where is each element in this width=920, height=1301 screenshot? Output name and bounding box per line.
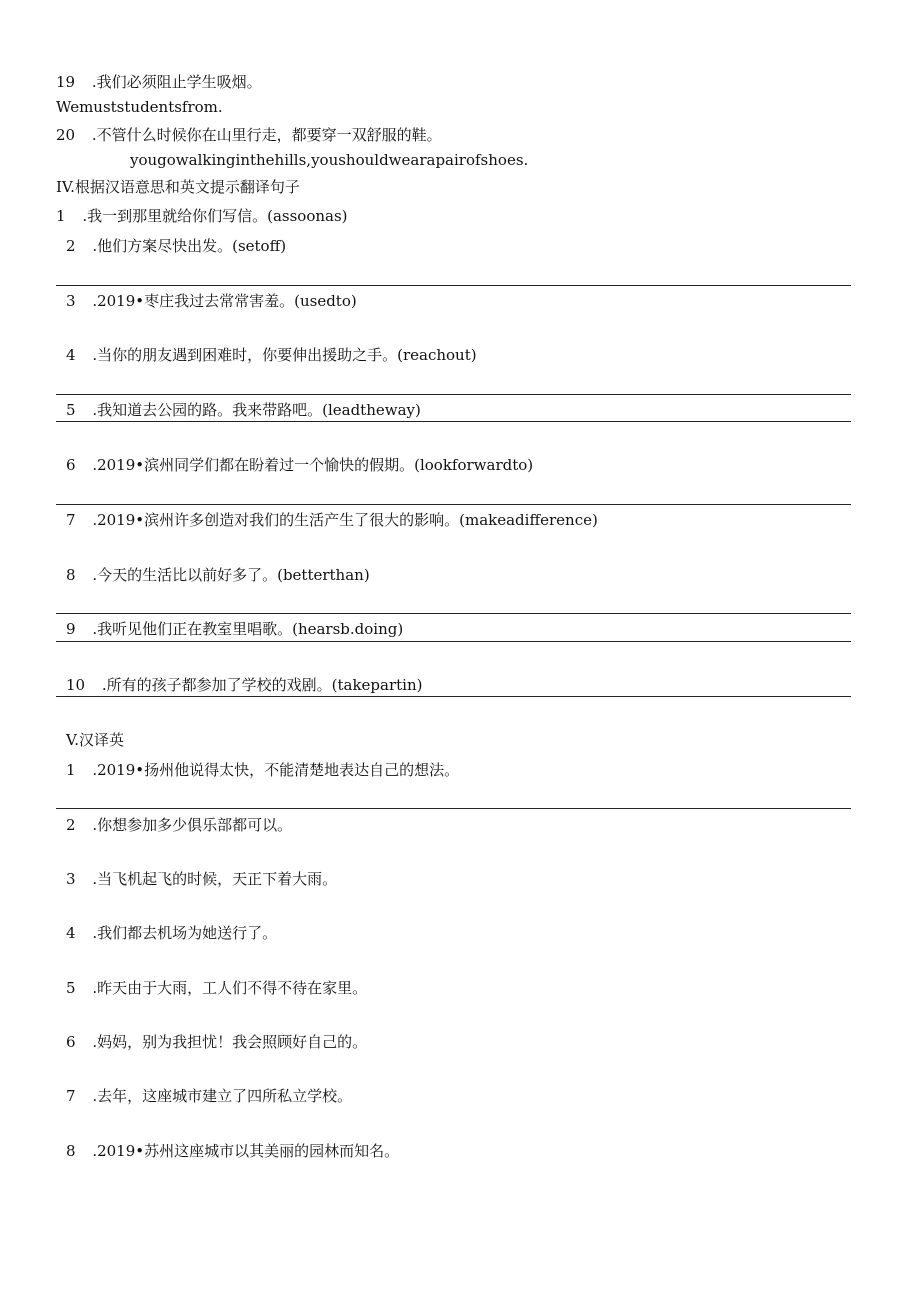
- question-number: 3: [66, 870, 76, 888]
- s4-question-7: [66, 511, 598, 529]
- question-text: .当飞机起飞的时候，天正下着大雨。: [92, 870, 338, 888]
- question-number: 6: [66, 1033, 76, 1051]
- question-number: 9: [66, 620, 76, 638]
- question-number: 7: [66, 1087, 76, 1105]
- answer-line: [56, 696, 851, 697]
- section-v-title: V.汉译英: [66, 731, 124, 749]
- answer-line: [56, 613, 851, 614]
- question-number: 4: [66, 924, 76, 942]
- s4-question-8: [66, 566, 370, 584]
- question-text: .去年，这座城市建立了四所私立学校。: [92, 1087, 353, 1105]
- s5-question-5: [66, 979, 367, 997]
- s4-question-9: [66, 620, 403, 638]
- question-19: [56, 73, 262, 91]
- question-19-answer-template: Wemuststudentsfrom.: [56, 98, 223, 116]
- s5-question-4: [66, 924, 277, 942]
- question-text: .2019•滨州许多创造对我们的生活产生了很大的影响。(makeadifference): [92, 511, 598, 529]
- s5-question-6: [66, 1033, 367, 1051]
- s5-question-2: [66, 816, 292, 834]
- question-text: .我一到那里就给你们写信。(assoonas): [82, 207, 348, 225]
- s5-question-7: [66, 1087, 352, 1105]
- question-20: [56, 126, 442, 144]
- s4-question-2: [66, 237, 286, 255]
- question-number: 1: [66, 761, 76, 779]
- question-text: .不管什么时候你在山里行走，都要穿一双舒服的鞋。: [91, 126, 442, 144]
- question-20-answer-template: yougowalkinginthehills,youshouldwearapairofshoes.: [130, 151, 529, 169]
- question-text: .我们必须阻止学生吸烟。: [91, 73, 262, 91]
- question-number: 3: [66, 292, 76, 310]
- s5-question-1: [66, 761, 459, 779]
- answer-line: [56, 394, 851, 395]
- question-text: .所有的孩子都参加了学校的戏剧。(takepartin): [101, 676, 423, 694]
- section-iv-title: IV.根据汉语意思和英文提示翻译句子: [56, 178, 300, 196]
- question-number: 19: [56, 73, 76, 91]
- question-text: .妈妈，别为我担忧！我会照顾好自己的。: [92, 1033, 368, 1051]
- question-text: .2019•滨州同学们都在盼着过一个愉快的假期。(lookforwardto): [92, 456, 534, 474]
- s4-question-4: [66, 346, 477, 364]
- question-number: 5: [66, 979, 76, 997]
- answer-line: [56, 421, 851, 422]
- question-number: 5: [66, 401, 76, 419]
- s4-question-6: [66, 456, 533, 474]
- s4-question-10: [66, 676, 423, 694]
- question-text: .昨天由于大雨，工人们不得不待在家里。: [92, 979, 368, 997]
- question-text: .2019•扬州他说得太快，不能清楚地表达自己的想法。: [92, 761, 460, 779]
- question-text: .当你的朋友遇到困难时，你要伸出援助之手。(reachout): [92, 346, 477, 364]
- answer-line: [56, 285, 851, 286]
- s5-question-8: [66, 1142, 399, 1160]
- question-number: 7: [66, 511, 76, 529]
- question-number: 8: [66, 566, 76, 584]
- question-text: .今天的生活比以前好多了。(betterthan): [92, 566, 370, 584]
- question-text: .我听见他们正在教室里唱歌。(hearsb.doing): [92, 620, 404, 638]
- answer-line: [56, 641, 851, 642]
- question-number: 1: [56, 207, 66, 225]
- question-text: .你想参加多少俱乐部都可以。: [92, 816, 293, 834]
- question-number: 2: [66, 816, 76, 834]
- answer-line: [56, 808, 851, 809]
- question-number: 8: [66, 1142, 76, 1160]
- s4-question-3: [66, 292, 357, 310]
- question-text: .我知道去公园的路。我来带路吧。(leadtheway): [92, 401, 421, 419]
- question-text: .2019•苏州这座城市以其美丽的园林而知名。: [92, 1142, 400, 1160]
- question-text: .2019•枣庄我过去常常害羞。(usedto): [92, 292, 357, 310]
- question-text: .我们都去机场为她送行了。: [92, 924, 278, 942]
- s4-question-5: [66, 401, 421, 419]
- question-text: .他们方案尽快出发。(setoff): [92, 237, 287, 255]
- answer-line: [56, 504, 851, 505]
- s4-question-1: [56, 207, 348, 225]
- s5-question-3: [66, 870, 337, 888]
- question-number: 20: [56, 126, 76, 144]
- question-number: 10: [66, 676, 86, 694]
- question-number: 4: [66, 346, 76, 364]
- question-number: 2: [66, 237, 76, 255]
- question-number: 6: [66, 456, 76, 474]
